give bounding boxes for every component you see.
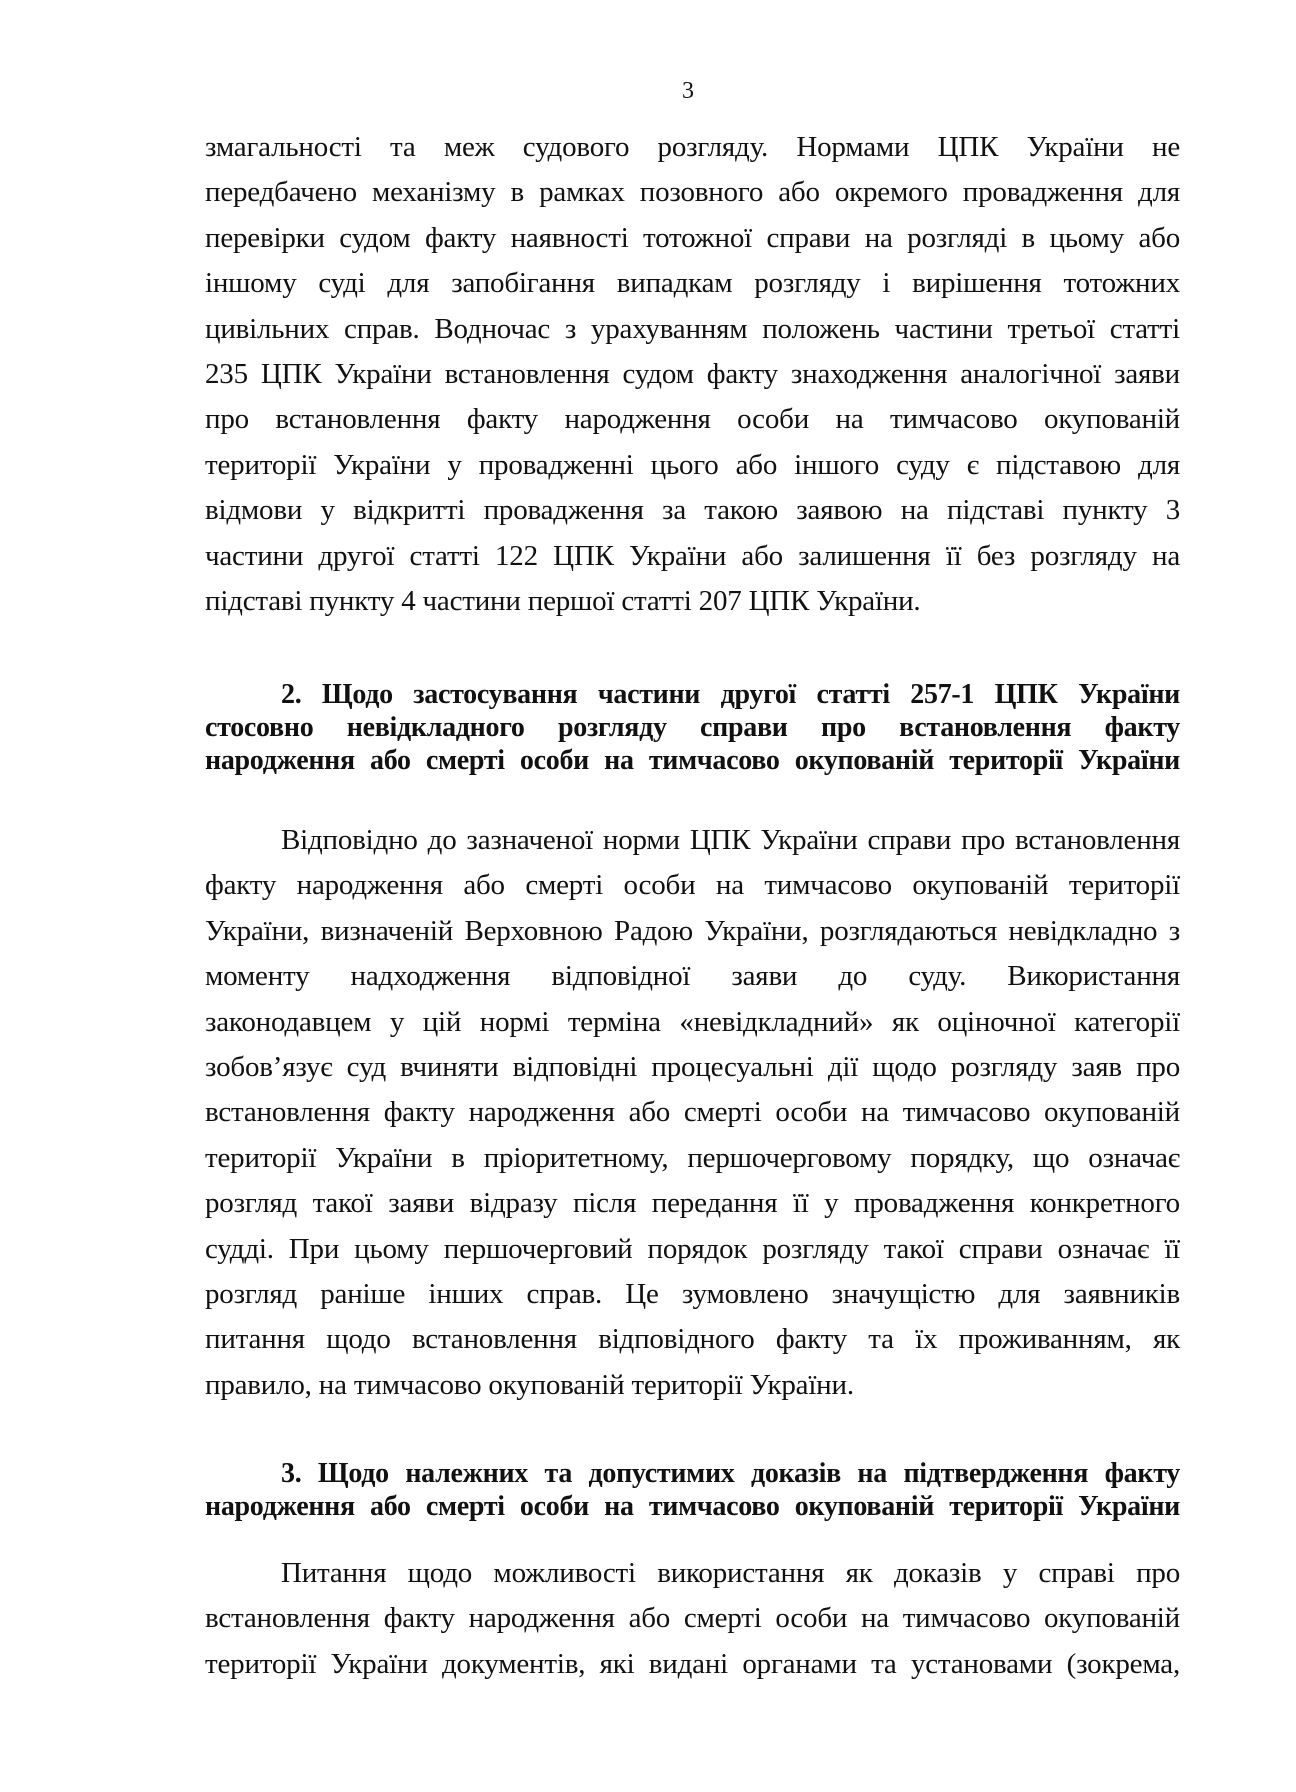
text-line: правило, на тимчасово окупованій території України. <box>205 1368 854 1401</box>
text-line: 235 ЦПК України встановлення судом факту знаходження аналогічної заяви <box>205 357 1180 390</box>
text-line: розгляд такої заяви відразу після передання її у провадження конкретного <box>205 1187 1180 1220</box>
text-line: розгляд раніше інших справ. Це зумовлено значущістю для заявників <box>205 1277 1180 1310</box>
section-3-paragraph <box>205 1551 1180 1687</box>
page-number: 3 <box>682 78 694 104</box>
text-line: передбачено механізму в рамках позовного або окремого провадження для <box>205 176 1180 209</box>
text-line: частини другої статті 122 ЦПК України або залишення її без розгляду на <box>205 539 1180 572</box>
heading-line: народження або смерті особи на тимчасово окупованій території України <box>205 745 1180 776</box>
text-line: підставі пункту 4 частини першої статті 207 ЦПК України. <box>205 584 921 617</box>
text-line: законодавцем у цій нормі терміна «невідкладний» як оціночної категорії <box>205 1005 1180 1038</box>
text-line: питання щодо встановлення відповідного факту та їх проживанням, як <box>205 1323 1180 1356</box>
text-line: встановлення факту народження або смерті особи на тимчасово окупованій <box>205 1602 1180 1635</box>
text-line: іншому суді для запобігання випадкам розгляду і вирішення тотожних <box>205 267 1180 300</box>
text-line: судді. При цьому першочерговий порядок розгляду такої справи означає її <box>205 1232 1180 1265</box>
text-line: Питання щодо можливості використання як доказів у справі про <box>281 1557 1180 1589</box>
text-line: відмови у відкритті провадження за такою заявою на підставі пункту 3 <box>205 494 1180 527</box>
text-line: України, визначеній Верховною Радою України, розглядаються невідкладно з <box>205 914 1180 947</box>
text-line: перевірки судом факту наявності тотожної справи на розгляді в цьому або <box>205 221 1180 254</box>
section-2-paragraph <box>205 818 1180 1408</box>
text-line: факту народження або смерті особи на тимчасово окупованій території <box>205 869 1180 902</box>
text-line: Відповідно до зазначеної норми ЦПК України справи про встановлення <box>281 824 1180 856</box>
text-line: змагальності та меж судового розгляду. Нормами ЦПК України не <box>205 131 1180 163</box>
text-line: встановлення факту народження або смерті особи на тимчасово окупованій <box>205 1096 1180 1129</box>
text-line: території України у провадженні цього або іншого суду є підставою для <box>205 448 1180 481</box>
paragraph-continuation <box>205 125 1180 624</box>
text-line: моменту надходження відповідної заяви до суду. Використання <box>205 960 1180 993</box>
text-line: про встановлення факту народження особи на тимчасово окупованій <box>205 403 1180 436</box>
text-line: цивільних справ. Водночас з урахуванням положень частини третьої статті <box>205 312 1180 345</box>
heading-line: народження або смерті особи на тимчасово окупованій території України <box>205 1491 1180 1522</box>
heading-line: стосовно невідкладного розгляду справи про встановлення факту <box>205 712 1180 743</box>
heading-line: 3. Щодо належних та допустимих доказів на підтвердження факту <box>281 1458 1180 1489</box>
section-3-heading <box>205 1457 1180 1523</box>
text-line: території України документів, які видані органами та установами (зокрема, <box>205 1647 1180 1680</box>
section-2-heading <box>205 678 1180 777</box>
heading-line: 2. Щодо застосування частини другої статті 257-1 ЦПК України <box>281 679 1180 710</box>
text-line: зобов’язує суд вчиняти відповідні процесуальні дії щодо розгляду заяв про <box>205 1050 1180 1083</box>
text-line: території України в пріоритетному, першочерговому порядку, що означає <box>205 1141 1180 1174</box>
